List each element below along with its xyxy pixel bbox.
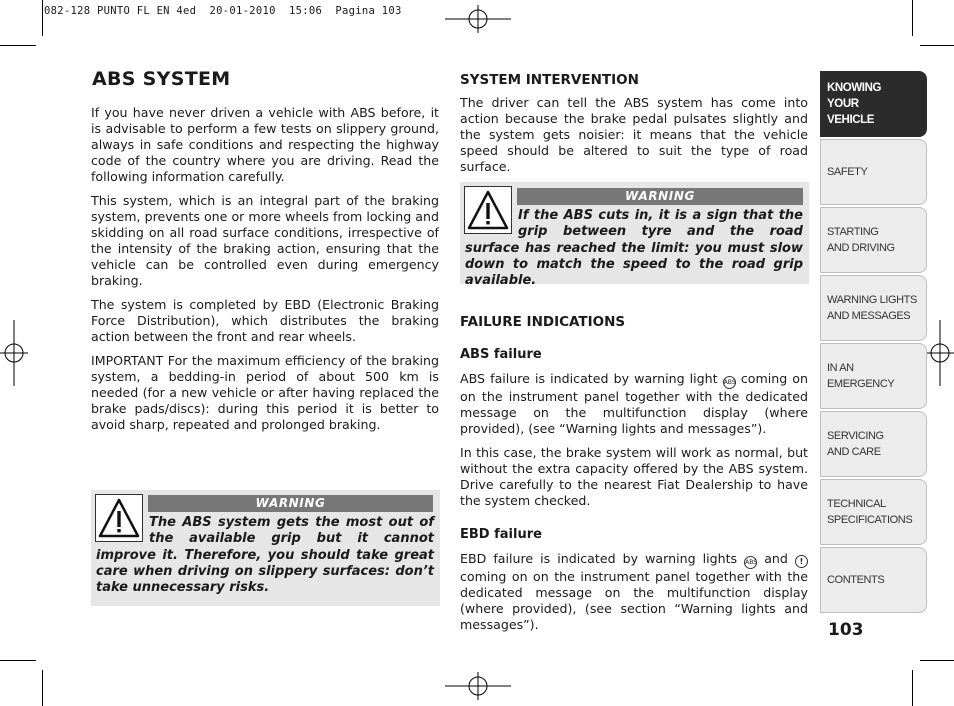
print-header: 082-128 PUNTO FL EN 4ed 20-01-2010 15:06 Pagina 103 bbox=[44, 5, 402, 17]
right-column-bottom bbox=[460, 314, 808, 641]
tab-contents[interactable]: CONTENTS bbox=[820, 547, 927, 613]
crop-mark bbox=[912, 0, 913, 36]
paragraph: If you have never driven a vehicle with ABS before, it is advisable to perform a few tests on slippery ground, always in safe conditions and respecting the highway code of the country where you are driving. Read the following information carefully. bbox=[91, 105, 439, 184]
registration-mark-right bbox=[926, 320, 954, 386]
paragraph: This system, which is an integral part of the braking system, prevents one or more wheels from locking and skidding on all road surface conditions, irrespective of the intensity of the braking action, ensuring that the vehicle can be controlled even during emergency braking. bbox=[91, 193, 439, 288]
warning-label: WARNING bbox=[148, 495, 433, 512]
paragraph bbox=[460, 551, 808, 633]
tab-safety[interactable]: SAFETY bbox=[820, 139, 927, 205]
subheading: EBD failure bbox=[460, 527, 542, 542]
registration-mark-bottom bbox=[445, 672, 511, 700]
text-fragment: coming on on the instrument panel together with the dedicated message on the multifunction display (where provided), (see section “Warning lights and messages”). bbox=[460, 569, 808, 632]
page-title: ABS SYSTEM bbox=[92, 68, 231, 90]
text-fragment: coming on on the instrument panel together with the dedicated message on the multifunction display (where provided), (see “Warning lights and messages”). bbox=[460, 371, 808, 436]
crop-mark bbox=[0, 45, 36, 46]
crop-mark bbox=[42, 670, 43, 706]
crop-mark bbox=[0, 660, 36, 661]
abs-warning-light-icon: ABS bbox=[723, 376, 736, 389]
crop-mark bbox=[920, 45, 954, 46]
left-column bbox=[91, 105, 439, 441]
warning-box-right bbox=[460, 182, 809, 289]
paragraph: In this case, the brake system will work as normal, but without the extra capacity offered by the ABS system. Drive carefully to the nearest Fiat Dealership to have the system checked. bbox=[460, 445, 808, 508]
abs-warning-light-icon: ABS bbox=[744, 556, 757, 569]
crop-mark bbox=[42, 0, 43, 36]
warning-text-content: The ABS system gets the most out of the available grip but it cannot improve it. Therefore, you should take great care when driving on slippery surfaces: don’t take unnecessary risks. bbox=[96, 515, 434, 596]
crop-mark bbox=[920, 660, 954, 661]
crop-mark bbox=[912, 670, 913, 706]
paragraph: IMPORTANT For the maximum efficiency of the braking system, a bedding-in period of about 500 km is needed (for a new vehicle or after having replaced the brake pads/discs): during this period it is better to avoid sharp, repeated and prolonged braking. bbox=[91, 353, 439, 432]
tab-warning-lights-and-messages[interactable]: WARNING LIGHTS AND MESSAGES bbox=[820, 275, 927, 341]
text-fragment: ABS failure is indicated by warning light bbox=[460, 371, 718, 386]
warning-text bbox=[465, 208, 803, 289]
subheading: ABS failure bbox=[460, 347, 542, 362]
section-heading: SYSTEM INTERVENTION bbox=[460, 72, 639, 88]
tab-starting-and-driving[interactable]: STARTING AND DRIVING bbox=[820, 207, 927, 273]
paragraph bbox=[460, 371, 808, 437]
paragraph: The system is completed by EBD (Electronic Braking Force Distribution), which distributes the braking action between the front and rear wheels. bbox=[91, 297, 439, 344]
registration-mark-top bbox=[445, 5, 511, 33]
tab-servicing-and-care[interactable]: SERVICING AND CARE bbox=[820, 411, 927, 477]
tab-technical-specifications[interactable]: TECHNICAL SPECIFICATIONS bbox=[820, 479, 927, 545]
paragraph: The driver can tell the ABS system has come into action because the brake pedal pulsates slightly and the system gets noisier: it means that the vehicle speed should be altered to suit the type of road surface. bbox=[460, 95, 808, 174]
text-fragment: EBD failure is indicated by warning lights bbox=[460, 551, 738, 566]
section-heading: FAILURE INDICATIONS bbox=[460, 314, 626, 330]
warning-text bbox=[96, 515, 434, 596]
registration-mark-left bbox=[0, 320, 28, 386]
right-column-top bbox=[460, 72, 808, 183]
tab-in-an-emergency[interactable]: IN AN EMERGENCY bbox=[820, 343, 927, 409]
warning-box-left bbox=[91, 490, 440, 606]
text-fragment: and bbox=[764, 551, 788, 566]
page-number: 103 bbox=[828, 620, 864, 640]
tab-knowing-your-vehicle[interactable]: KNOWING YOUR VEHICLE bbox=[820, 71, 927, 137]
warning-text-content: If the ABS cuts in, it is a sign that the grip between tyre and the road surface has reached the limit: you must slow down to match the speed to the road grip available. bbox=[465, 208, 803, 289]
warning-label: WARNING bbox=[517, 188, 803, 205]
brake-warning-light-icon: ! bbox=[795, 555, 808, 568]
